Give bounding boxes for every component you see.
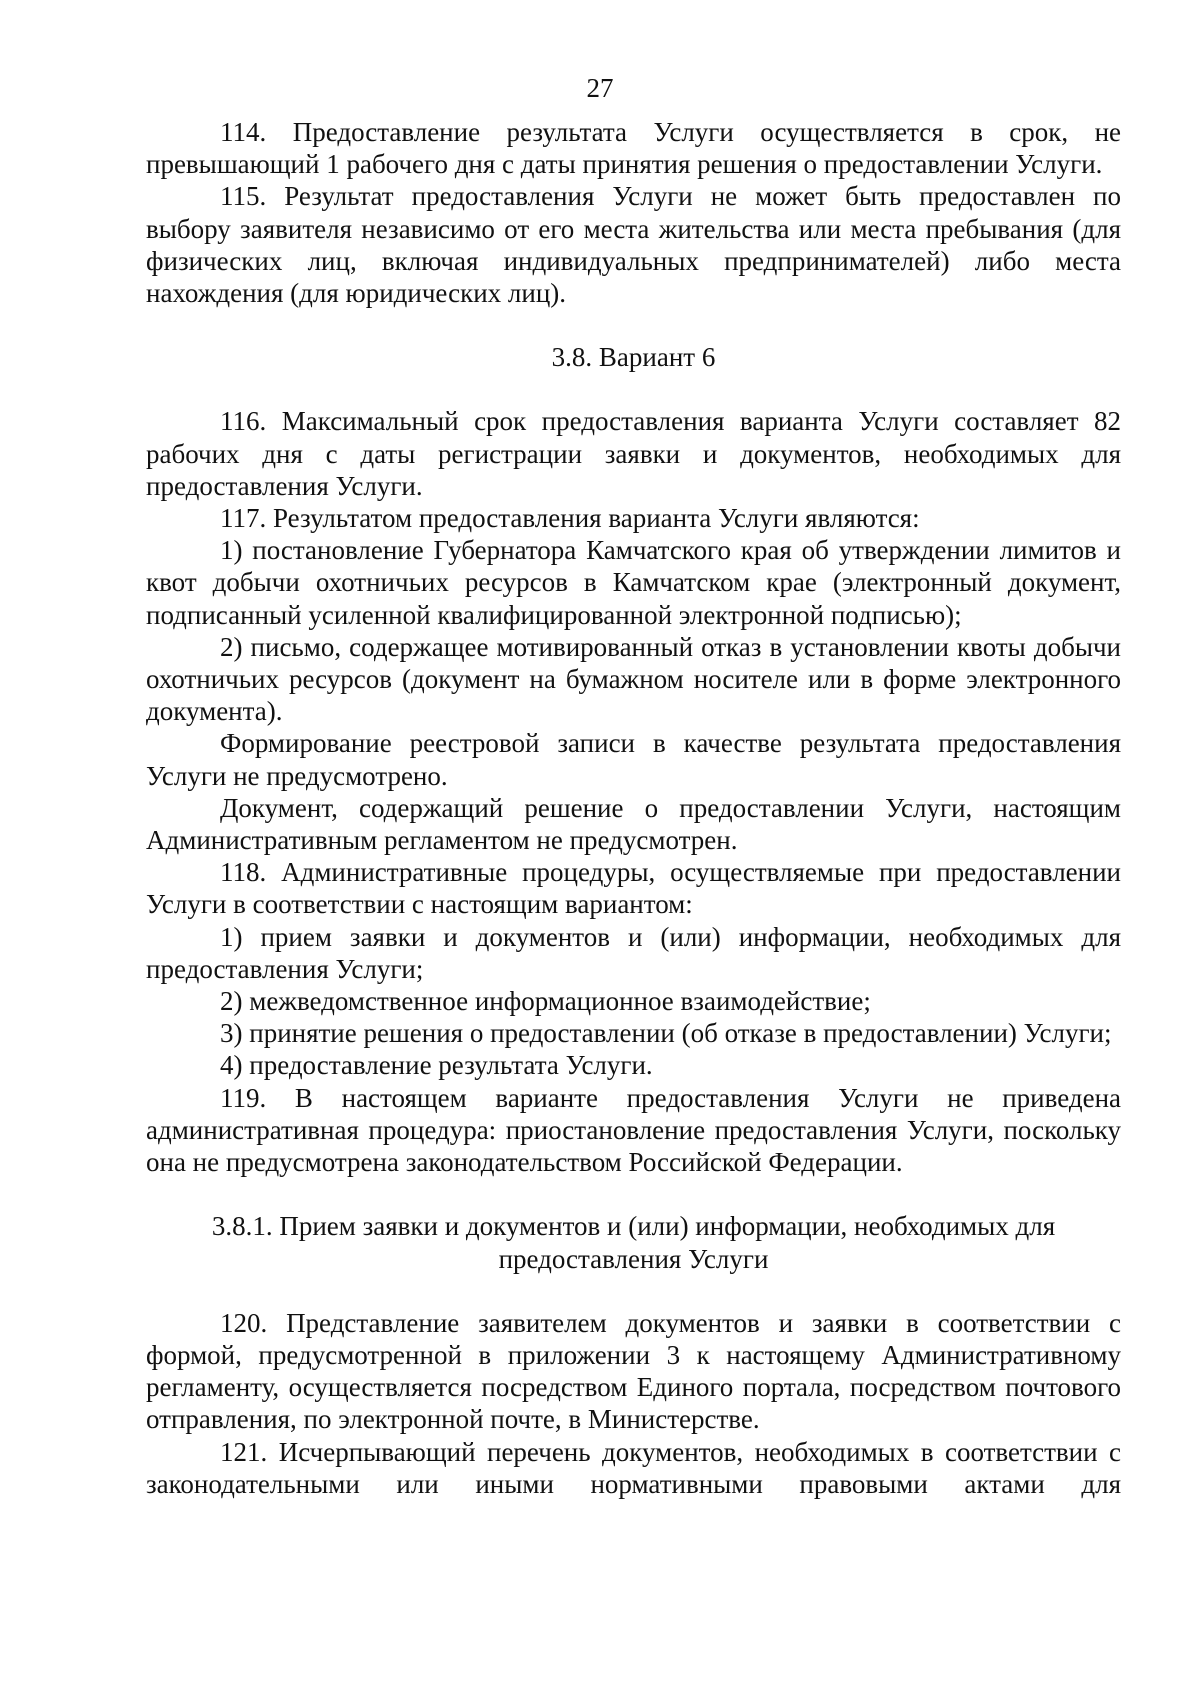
list-item-117-1: 1) постановление Губернатора Камчатского края об утверждении лимитов и квот добычи охотничьих ресурсов в Камчатском крае (электронный документ, подписанный усиленной квалифицированной электронной подписью); (146, 535, 1121, 630)
paragraph-119: 119. В настоящем варианте предоставления Услуги не приведена административная процедура: приостановление предоставления Услуги, поскольку она не предусмотрена законодательством Российской Федерации. (146, 1082, 1121, 1178)
list-item-118-2: 2) межведомственное информационное взаимодействие; (220, 986, 871, 1017)
paragraph-registry-record: Формирование реестровой записи в качестве результата предоставления Услуги не предусмотрено. (146, 728, 1121, 791)
section-heading-3-8-1: 3.8.1. Прием заявки и документов и (или) информации, необходимых для предоставления Услуги (211, 1211, 1056, 1274)
document-body (146, 116, 1121, 1500)
list-item-118-3: 3) принятие решения о предоставлении (об отказе в предоставлении) Услуги; (220, 1018, 1112, 1049)
list-item-117-2: 2) письмо, содержащее мотивированный отказ в установлении квоты добычи охотничьих ресурсов (документ на бумажном носителе или в форме электронного документа). (146, 631, 1121, 727)
spacer (146, 309, 1121, 341)
spacer (146, 1275, 1121, 1307)
paragraph-118: 118. Административные процедуры, осуществляемые при предоставлении Услуги в соответствии с настоящим вариантом: (146, 857, 1121, 920)
section-heading-3-8: 3.8. Вариант 6 (551, 342, 716, 373)
paragraph-116: 116. Максимальный срок предоставления варианта Услуги составляет 82 рабочих дня с даты регистрации заявки и документов, необходимых для предоставления Услуги. (146, 406, 1121, 501)
list-item-118-4: 4) предоставление результата Услуги. (220, 1050, 653, 1081)
paragraph-decision-document: Документ, содержащий решение о предоставлении Услуги, настоящим Административным регламентом не предусмотрен. (146, 792, 1121, 856)
paragraph-117: 117. Результатом предоставления варианта Услуги являются: (220, 503, 920, 534)
spacer (146, 373, 1121, 405)
page-number: 27 (586, 73, 614, 103)
paragraph-114: 114. Предоставление результата Услуги осуществляется в срок, не превышающий 1 рабочего дня с даты принятия решения о предоставлении Услуги. (146, 117, 1121, 180)
paragraph-121: 121. Исчерпывающий перечень документов, необходимых в соответствии с законодательными или иными нормативными правовыми актами для (146, 1436, 1121, 1499)
list-item-118-1: 1) прием заявки и документов и (или) информации, необходимых для предоставления Услуги; (146, 921, 1121, 984)
paragraph-120: 120. Представление заявителем документов и заявки в соответствии с формой, предусмотренной в приложении 3 к настоящему Административному регламенту, осуществляется посредством Единого портала, посредством почтового отправления, по электронной почте, в Министерстве. (146, 1307, 1121, 1435)
paragraph-115: 115. Результат предоставления Услуги не может быть предоставлен по выбору заявителя независимо от его места жительства или места пребывания (для физических лиц, включая индивидуальных предпринимателей) либо места нахождения (для юридических лиц). (146, 181, 1121, 309)
spacer (146, 1178, 1121, 1210)
